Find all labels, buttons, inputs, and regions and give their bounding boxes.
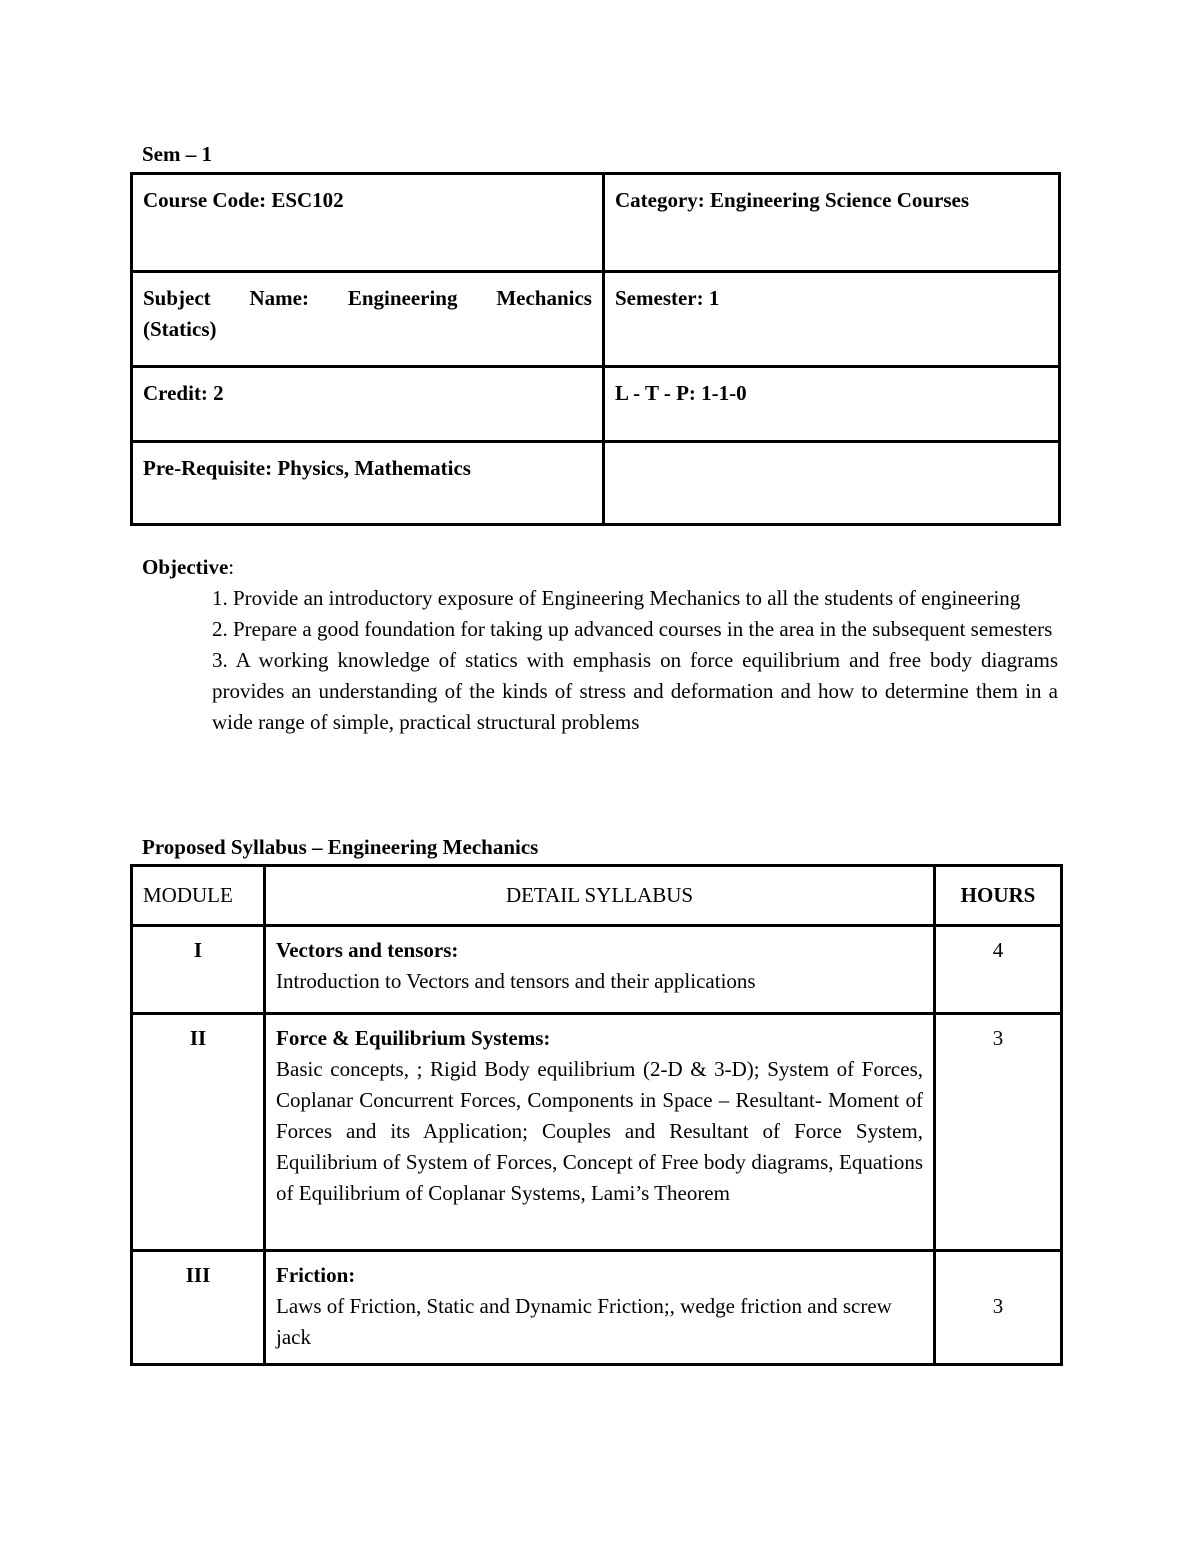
objective-item: 2. Prepare a good foundation for taking up advanced courses in the area in the subsequent semesters (212, 617, 1053, 641)
hours-header: HOURS (935, 866, 1062, 926)
table-row (132, 1251, 1062, 1365)
topic-detail: Basic concepts, ; Rigid Body equilibrium (2-D & 3-D); System of Forces, Coplanar Concurrent Forces, Components in Space – Resultant- Moment of Forces and its Application; Couples and Resultant of Force System, Equilibrium of System of Forces, Concept of Free body diagrams, Equations of Equilibrium of Coplanar Systems, Lami’s Theorem (276, 1057, 923, 1205)
ltp-cell: L - T - P: 1-1-0 (604, 367, 1060, 442)
objective-list (212, 583, 1058, 738)
objective-item: 1. Provide an introductory exposure of Engineering Mechanics to all the students of engineering (212, 586, 1021, 610)
credit-cell: Credit: 2 (132, 367, 604, 442)
subject-word: Engineering (347, 286, 458, 310)
course-info-table (130, 172, 1061, 526)
detail-cell (265, 926, 935, 1014)
objective-heading (142, 552, 234, 583)
subject-name-line (143, 283, 592, 314)
hours-value: 3 (935, 1014, 1062, 1251)
module-header: MODULE (132, 866, 265, 926)
subject-name-cell (132, 272, 604, 367)
syllabus-header-row (132, 866, 1062, 926)
table-row (132, 1014, 1062, 1251)
syllabus-heading: Proposed Syllabus – Engineering Mechanics (142, 835, 539, 859)
category-cell: Category: Engineering Science Courses (604, 174, 1060, 272)
subject-word: Mechanics (496, 286, 592, 310)
subject-name-line2: (Statics) (143, 317, 217, 341)
semester-heading: Sem – 1 (142, 142, 212, 166)
module-number: II (132, 1014, 265, 1251)
topic-detail: Laws of Friction, Static and Dynamic Friction;, wedge friction and screw jack (276, 1294, 892, 1349)
table-row (132, 926, 1062, 1014)
topic-title: Vectors and tensors: (276, 938, 459, 962)
info-row (132, 272, 1060, 367)
objective-item: 3. A working knowledge of statics with emphasis on force equilibrium and free body diagrams provides an understanding of the kinds of stress and deformation and how to determine them in a wide range of simple, practical structural problems (212, 648, 1058, 734)
prerequisite-cell: Pre-Requisite: Physics, Mathematics (132, 442, 604, 525)
detail-header: DETAIL SYLLABUS (265, 866, 935, 926)
hours-value: 4 (935, 926, 1062, 1014)
syllabus-table (130, 864, 1063, 1366)
info-row (132, 442, 1060, 525)
topic-title: Force & Equilibrium Systems: (276, 1026, 551, 1050)
topic-title: Friction: (276, 1263, 356, 1287)
module-number: I (132, 926, 265, 1014)
course-code-cell: Course Code: ESC102 (132, 174, 604, 272)
empty-cell (604, 442, 1060, 525)
info-row (132, 367, 1060, 442)
info-row (132, 174, 1060, 272)
semester-cell: Semester: 1 (604, 272, 1060, 367)
subject-word: Name: (249, 286, 309, 310)
objective-colon: : (228, 555, 235, 579)
module-number: III (132, 1251, 265, 1365)
objective-title-text: Objective (142, 555, 229, 579)
detail-cell (265, 1251, 935, 1365)
subject-word: Subject (143, 286, 211, 310)
topic-detail: Introduction to Vectors and tensors and their applications (276, 969, 756, 993)
hours-value: 3 (935, 1251, 1062, 1365)
detail-cell (265, 1014, 935, 1251)
